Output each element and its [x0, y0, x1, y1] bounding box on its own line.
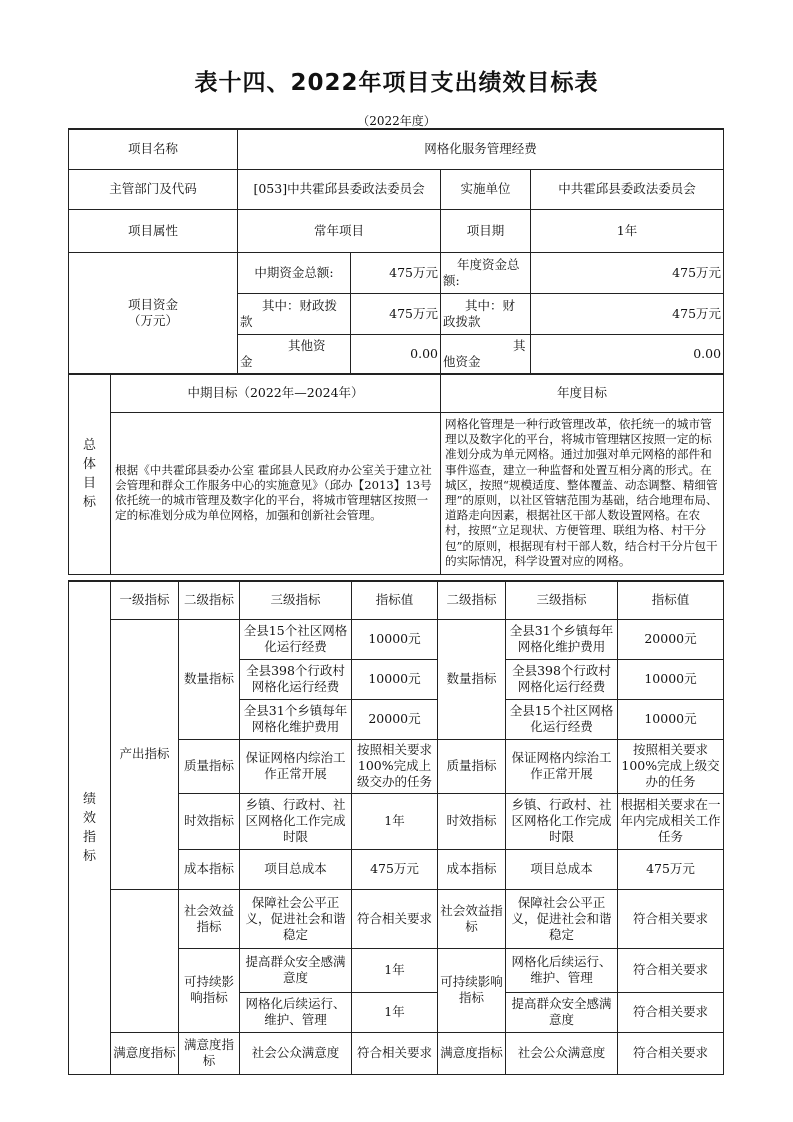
social-indicator-year: 社会效益指标 — [438, 889, 506, 948]
mid-fiscal-label-l2: 款 — [240, 313, 253, 329]
project-info-table — [68, 128, 724, 575]
overall-goal-char-2: 体 — [82, 457, 96, 473]
year-satisfaction-value: 符合相关要求 — [618, 1032, 724, 1074]
year-sustain-2-value: 符合相关要求 — [618, 992, 724, 1032]
year-total-label — [441, 252, 531, 293]
mid-quality-value: 按照相关要求100%完成上级交办的任务 — [352, 739, 438, 793]
mid-fiscal-value: 475万元 — [351, 293, 441, 334]
mid-fiscal-label — [238, 293, 351, 334]
mid-timeliness-value: 1年 — [352, 793, 438, 849]
funds-label-line1: 项目资金 — [128, 296, 179, 312]
year-sustain-2: 提高群众安全感满意度 — [506, 992, 618, 1032]
header-value-year: 指标值 — [618, 581, 724, 619]
year-social: 保障社会公平正义，促进社会和谐稳定 — [506, 889, 618, 948]
mid-total-label: 中期资金总额: — [238, 252, 351, 293]
overall-goal-char-3: 目 — [82, 476, 96, 492]
satisfaction-indicator-year: 满意度指标 — [438, 1032, 506, 1074]
year-quantity-1-value: 20000元 — [618, 619, 724, 659]
funds-label — [69, 252, 238, 374]
effect-indicator-blank — [111, 889, 179, 1032]
mid-satisfaction: 社会公众满意度 — [240, 1032, 352, 1074]
year-quantity-2: 全县398个行政村网格化运行经费 — [506, 659, 618, 699]
timeliness-indicator-mid: 时效指标 — [179, 793, 240, 849]
header-level3-mid: 三级指标 — [240, 581, 352, 619]
quality-indicator-mid: 质量指标 — [179, 739, 240, 793]
mid-sustain-1: 提高群众安全感满意度 — [240, 948, 352, 992]
year-total-label-l2: 额: — [443, 272, 460, 288]
mid-sustain-2-value: 1年 — [352, 992, 438, 1032]
project-name-value: 网格化服务管理经费 — [238, 129, 724, 169]
sustain-indicator-year: 可持续影响指标 — [438, 948, 506, 1032]
mid-quantity-2: 全县398个行政村网格化运行经费 — [240, 659, 352, 699]
mid-timeliness: 乡镇、行政村、社区网格化工作完成时限 — [240, 793, 352, 849]
attr-value: 常年项目 — [238, 209, 441, 252]
mid-total-value: 475万元 — [351, 252, 441, 293]
mid-quantity-3: 全县31个乡镇每年网格化维护费用 — [240, 699, 352, 739]
mid-other-label-l2: 金 — [240, 353, 253, 369]
mid-quantity-1-value: 10000元 — [352, 619, 438, 659]
mid-satisfaction-value: 符合相关要求 — [352, 1032, 438, 1074]
mid-other-label-l1: 其他资 — [288, 337, 326, 353]
year-other-label-l1: 其 — [513, 337, 526, 353]
timeliness-indicator-year: 时效指标 — [438, 793, 506, 849]
page-title: 表十四、2022年项目支出绩效目标表 — [194, 70, 599, 96]
perf-label-char-1: 绩 — [82, 791, 96, 807]
mid-quantity-1: 全县15个社区网格化运行经费 — [240, 619, 352, 659]
mid-sustain-2: 网格化后续运行、维护、管理 — [240, 992, 352, 1032]
year-timeliness: 乡镇、行政村、社区网格化工作完成时限 — [506, 793, 618, 849]
quantity-indicator-mid: 数量指标 — [179, 619, 240, 739]
attr-label: 项目属性 — [69, 209, 238, 252]
header-level2-year: 二级指标 — [438, 581, 506, 619]
year-fiscal-label-l2: 政拨款 — [443, 313, 481, 329]
impl-unit-value: 中共霍邱县委政法委员会 — [531, 169, 724, 209]
year-social-value: 符合相关要求 — [618, 889, 724, 948]
cost-indicator-year: 成本指标 — [438, 849, 506, 889]
project-name-label: 项目名称 — [69, 129, 238, 169]
social-indicator-mid: 社会效益指标 — [179, 889, 240, 948]
perf-label-char-2: 效 — [82, 810, 96, 826]
dept-label: 主管部门及代码 — [69, 169, 238, 209]
year-fiscal-value: 475万元 — [531, 293, 724, 334]
year-cost: 项目总成本 — [506, 849, 618, 889]
perf-label-char-4: 标 — [82, 848, 96, 864]
sustain-indicator-mid: 可持续影响指标 — [179, 948, 240, 1032]
year-cost-value: 475万元 — [618, 849, 724, 889]
header-level3-year: 三级指标 — [506, 581, 618, 619]
perf-label-char-3: 指 — [82, 829, 96, 845]
quantity-indicator-year: 数量指标 — [438, 619, 506, 739]
page-subtitle: （2022年度） — [357, 114, 436, 128]
header-level2-mid: 二级指标 — [179, 581, 240, 619]
year-sustain-1: 网格化后续运行、维护、管理 — [506, 948, 618, 992]
year-timeliness-value: 根据相关要求在一年内完成相关工作任务 — [618, 793, 724, 849]
impl-unit-label: 实施单位 — [441, 169, 531, 209]
period-label: 项目期 — [441, 209, 531, 252]
quality-indicator-year: 质量指标 — [438, 739, 506, 793]
period-value: 1年 — [531, 209, 724, 252]
mid-goal-header: 中期目标（2022年—2024年） — [111, 374, 441, 412]
header-value-mid: 指标值 — [352, 581, 438, 619]
funds-label-line2: （万元） — [128, 312, 179, 328]
mid-other-label — [238, 334, 351, 374]
overall-goal-label — [69, 374, 111, 574]
year-quantity-3-value: 10000元 — [618, 699, 724, 739]
year-sustain-1-value: 符合相关要求 — [618, 948, 724, 992]
satisfaction-indicator-l1: 满意度指标 — [111, 1032, 179, 1074]
year-quantity-2-value: 10000元 — [618, 659, 724, 699]
mid-social-value: 符合相关要求 — [352, 889, 438, 948]
year-goal-text: 网格化管理是一种行政管理改革，依托统一的城市管理以及数字化的平台，将城市管理辖区按照一定的标准划分成为单元网格。通过加强对单元网格的部件和事件巡查，建立一种监督和处置互相分离的形式。在城区，按照“规模适度、整体覆盖、动态调整、精细管理”的原则，以社区管辖范围为基础，结合地理布局、道路走向因素，根据社区干部人数设置网格。在农村，按照“立足现状、方便管理、联组为格、村干分包”的原则，根据现有村干部人数，结合村干分片包干的实际情况，科学设置对应的网格。 — [441, 412, 724, 574]
overall-goal-char-4: 标 — [82, 495, 96, 511]
mid-goal-text: 根据《中共霍邱县委办公室 霍邱县人民政府办公室关于建立社会管理和群众工作服务中心的实施意见》（邱办【2013】13号依托统一的城市管理及数字化的平台，将城市管理辖区按照一定的标准划分成为单位网格，加强和创新社会管理。 — [111, 412, 441, 574]
mid-quality: 保证网格内综治工作正常开展 — [240, 739, 352, 793]
output-indicator: 产出指标 — [111, 619, 179, 889]
year-other-label-l2: 他资金 — [443, 353, 481, 369]
year-other-value: 0.00 — [531, 334, 724, 374]
year-quality: 保证网格内综治工作正常开展 — [506, 739, 618, 793]
performance-table — [68, 580, 724, 1075]
year-quality-value: 按照相关要求100%完成上级交办的任务 — [618, 739, 724, 793]
mid-quantity-2-value: 10000元 — [352, 659, 438, 699]
mid-quantity-3-value: 20000元 — [352, 699, 438, 739]
year-fiscal-label-l1: 其中：财 — [465, 297, 516, 313]
mid-fiscal-label-l1: 其中：财政拨 — [262, 297, 338, 313]
year-total-value: 475万元 — [531, 252, 724, 293]
perf-indicator-label — [69, 581, 111, 1074]
year-goal-header: 年度目标 — [441, 374, 724, 412]
dept-value: [053]中共霍邱县委政法委员会 — [238, 169, 441, 209]
mid-cost: 项目总成本 — [240, 849, 352, 889]
mid-other-value: 0.00 — [351, 334, 441, 374]
cost-indicator-mid: 成本指标 — [179, 849, 240, 889]
mid-social: 保障社会公平正义，促进社会和谐稳定 — [240, 889, 352, 948]
year-other-label — [441, 334, 531, 374]
year-total-label-l1: 年度资金总 — [457, 256, 520, 272]
header-level1: 一级指标 — [111, 581, 179, 619]
mid-cost-value: 475万元 — [352, 849, 438, 889]
mid-sustain-1-value: 1年 — [352, 948, 438, 992]
overall-goal-char-1: 总 — [82, 438, 96, 454]
year-satisfaction: 社会公众满意度 — [506, 1032, 618, 1074]
satisfaction-indicator-mid: 满意度指标 — [179, 1032, 240, 1074]
year-fiscal-label — [441, 293, 531, 334]
year-quantity-3: 全县15个社区网格化运行经费 — [506, 699, 618, 739]
year-quantity-1: 全县31个乡镇每年网格化维护费用 — [506, 619, 618, 659]
